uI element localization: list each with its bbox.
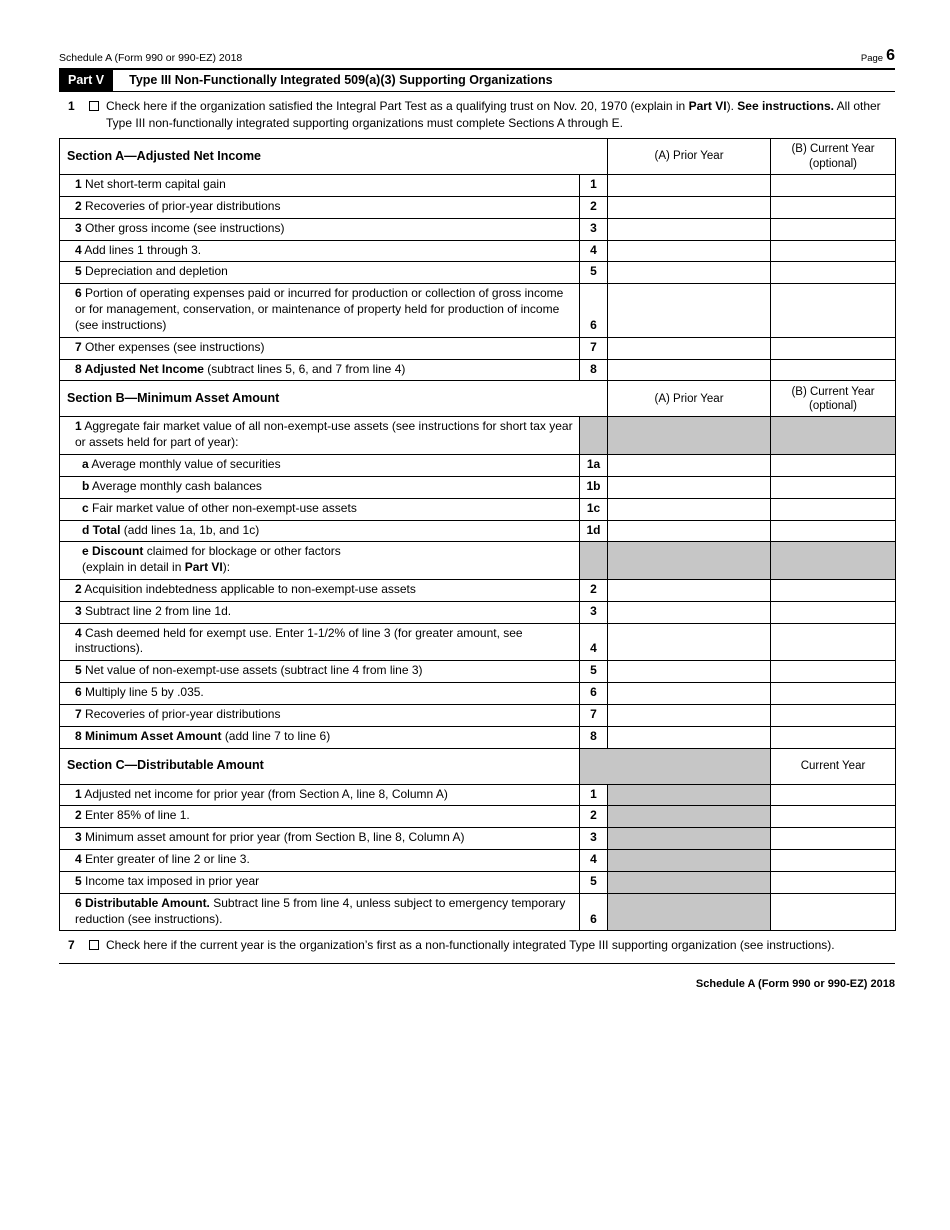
line-number: 7 <box>580 337 608 359</box>
table-row <box>60 417 896 455</box>
line-number: 8 <box>580 359 608 381</box>
current-year-cell[interactable] <box>771 704 896 726</box>
line-number: 2 <box>580 806 608 828</box>
section-b-col-b-header: (B) Current Year (optional) <box>771 381 896 417</box>
section-c-title: Section C—Distributable Amount <box>60 748 580 784</box>
shaded-cell <box>771 542 896 580</box>
prior-year-cell[interactable] <box>608 476 771 498</box>
current-year-cell[interactable] <box>771 262 896 284</box>
prior-year-cell[interactable] <box>608 623 771 661</box>
line-number: 4 <box>580 850 608 872</box>
line-number: 6 <box>580 893 608 931</box>
prior-year-cell[interactable] <box>608 683 771 705</box>
row-label: 5 Depreciation and depletion <box>60 262 580 284</box>
current-year-cell[interactable] <box>771 455 896 477</box>
section-b-col-a-header: (A) Prior Year <box>608 381 771 417</box>
row-label: 1 Net short-term capital gain <box>60 175 580 197</box>
prior-year-cell[interactable] <box>608 726 771 748</box>
current-year-cell[interactable] <box>771 284 896 337</box>
prior-year-cell[interactable] <box>608 520 771 542</box>
row-label: 7 Other expenses (see instructions) <box>60 337 580 359</box>
line-number: 8 <box>580 726 608 748</box>
first-year-checkbox[interactable] <box>89 940 99 950</box>
table-row <box>60 806 896 828</box>
shaded-cell <box>608 417 771 455</box>
table-row <box>60 218 896 240</box>
current-year-cell[interactable] <box>771 520 896 542</box>
table-row <box>60 828 896 850</box>
shaded-cell <box>608 850 771 872</box>
line-number: 1 <box>580 175 608 197</box>
section-b-header-row <box>60 381 896 417</box>
row-label: c Fair market value of other non-exempt-use assets <box>60 498 580 520</box>
line-7-first-year <box>59 931 895 964</box>
section-a-col-a-header: (A) Prior Year <box>608 139 771 175</box>
form-id: Schedule A (Form 990 or 990-EZ) 2018 <box>59 52 243 64</box>
line-1-seg3: All other Type III non-functionally integrated supporting organizations must complete Sections A through E. <box>106 99 881 130</box>
prior-year-cell[interactable] <box>608 175 771 197</box>
prior-year-cell[interactable] <box>608 601 771 623</box>
row-label: 8 Minimum Asset Amount (add line 7 to line 6) <box>60 726 580 748</box>
section-a-title: Section A—Adjusted Net Income <box>60 139 608 175</box>
row-label: 5 Income tax imposed in prior year <box>60 871 580 893</box>
table-row <box>60 784 896 806</box>
line-1-part-vi: Part VI <box>688 99 727 113</box>
table-row <box>60 240 896 262</box>
prior-year-cell[interactable] <box>608 359 771 381</box>
table-row <box>60 871 896 893</box>
current-year-cell[interactable] <box>771 601 896 623</box>
line-7-text: Check here if the current year is the organization’s first as a non-functionally integrated Type III supporting organization (see instructions). <box>106 938 835 953</box>
table-row <box>60 284 896 337</box>
row-label: 4 Cash deemed held for exempt use. Enter 1-1/2% of line 3 (for greater amount, see instructions). <box>60 623 580 661</box>
part-v-header <box>59 68 895 92</box>
row-label: a Average monthly value of securities <box>60 455 580 477</box>
section-a-header-row <box>60 139 896 175</box>
row-label: 2 Enter 85% of line 1. <box>60 806 580 828</box>
page-indicator <box>861 48 895 64</box>
row-label: 7 Recoveries of prior-year distributions <box>60 704 580 726</box>
current-year-cell[interactable] <box>771 784 896 806</box>
line-number: 1d <box>580 520 608 542</box>
prior-year-cell[interactable] <box>608 455 771 477</box>
prior-year-cell[interactable] <box>608 498 771 520</box>
row-label: 2 Acquisition indebtedness applicable to non-exempt-use assets <box>60 580 580 602</box>
prior-year-cell[interactable] <box>608 580 771 602</box>
line-number: 7 <box>580 704 608 726</box>
integral-part-test-checkbox[interactable] <box>89 101 99 111</box>
line-number: 5 <box>580 262 608 284</box>
page-label: Page <box>860 53 884 64</box>
part-v-badge: Part V <box>59 70 113 91</box>
row-label: d Total (add lines 1a, 1b, and 1c) <box>60 520 580 542</box>
current-year-cell[interactable] <box>771 196 896 218</box>
table-row <box>60 542 896 580</box>
current-year-cell[interactable] <box>771 850 896 872</box>
table-row <box>60 175 896 197</box>
table-row <box>60 359 896 381</box>
row-label: 5 Net value of non-exempt-use assets (subtract line 4 from line 3) <box>60 661 580 683</box>
current-year-cell[interactable] <box>771 806 896 828</box>
current-year-cell[interactable] <box>771 359 896 381</box>
prior-year-cell[interactable] <box>608 262 771 284</box>
row-label: 6 Distributable Amount. Subtract line 5 from line 4, unless subject to emergency temporary reduction (see instructions). <box>60 893 580 931</box>
table-row <box>60 850 896 872</box>
line-number: 1 <box>580 784 608 806</box>
table-row <box>60 893 896 931</box>
line-number: 3 <box>580 218 608 240</box>
shaded-cell <box>771 417 896 455</box>
line-number: 4 <box>580 240 608 262</box>
prior-year-cell[interactable] <box>608 284 771 337</box>
line-number: 1b <box>580 476 608 498</box>
table-row <box>60 262 896 284</box>
line-1-see-instructions: See instructions. <box>737 99 834 113</box>
prior-year-cell[interactable] <box>608 337 771 359</box>
shaded-cell <box>608 828 771 850</box>
row-label: 3 Minimum asset amount for prior year (from Section B, line 8, Column A) <box>60 828 580 850</box>
page-header <box>59 48 895 64</box>
section-a-col-b-header: (B) Current Year (optional) <box>771 139 896 175</box>
prior-year-cell[interactable] <box>608 661 771 683</box>
current-year-cell[interactable] <box>771 240 896 262</box>
row-label: 3 Subtract line 2 from line 1d. <box>60 601 580 623</box>
table-row <box>60 520 896 542</box>
line-number: 2 <box>580 196 608 218</box>
prior-year-cell[interactable] <box>608 704 771 726</box>
row-label: 6 Portion of operating expenses paid or incurred for production or collection of gross income or for management, conservation, or maintenance of property held for production of income (see instructions) <box>60 284 580 337</box>
current-year-cell[interactable] <box>771 337 896 359</box>
shaded-cell <box>580 417 608 455</box>
line-number: 4 <box>580 623 608 661</box>
line-1-seg1: Check here if the organization satisfied the Integral Part Test as a qualifying trust on Nov. 20, 1970 (explain in <box>106 99 686 113</box>
line-1-integral-part-test <box>59 92 895 138</box>
shaded-cell <box>580 542 608 580</box>
line-number: 6 <box>580 683 608 705</box>
row-label: 1 Adjusted net income for prior year (from Section A, line 8, Column A) <box>60 784 580 806</box>
current-year-cell[interactable] <box>771 893 896 931</box>
row-label: 4 Enter greater of line 2 or line 3. <box>60 850 580 872</box>
row-label: 6 Multiply line 5 by .035. <box>60 683 580 705</box>
part-v-title: Type III Non-Functionally Integrated 509(a)(3) Supporting Organizations <box>129 73 553 87</box>
table-row <box>60 476 896 498</box>
line-number: 1c <box>580 498 608 520</box>
current-year-cell[interactable] <box>771 218 896 240</box>
table-row <box>60 661 896 683</box>
current-year-cell[interactable] <box>771 661 896 683</box>
form-content <box>59 48 895 990</box>
row-label: 4 Add lines 1 through 3. <box>60 240 580 262</box>
current-year-cell[interactable] <box>771 683 896 705</box>
table-row <box>60 683 896 705</box>
row-label: e Discount claimed for blockage or other factors (explain in detail in Part VI): <box>60 542 580 580</box>
shaded-cell <box>608 542 771 580</box>
current-year-cell[interactable] <box>771 498 896 520</box>
section-c-col-b-header: Current Year <box>771 748 896 784</box>
current-year-cell[interactable] <box>771 726 896 748</box>
current-year-cell[interactable] <box>771 623 896 661</box>
line-number: 2 <box>580 580 608 602</box>
current-year-cell[interactable] <box>771 580 896 602</box>
current-year-cell[interactable] <box>771 871 896 893</box>
shaded-cell <box>608 871 771 893</box>
line-1-text <box>106 98 895 131</box>
current-year-cell[interactable] <box>771 476 896 498</box>
page-footer: Schedule A (Form 990 or 990-EZ) 2018 <box>695 977 895 990</box>
page-number: 6 <box>886 47 895 64</box>
row-label: b Average monthly cash balances <box>60 476 580 498</box>
line-number: 3 <box>580 601 608 623</box>
section-c-header-row <box>60 748 896 784</box>
current-year-cell[interactable] <box>771 828 896 850</box>
table-row <box>60 704 896 726</box>
line-number: 1a <box>580 455 608 477</box>
prior-year-cell[interactable] <box>608 240 771 262</box>
row-label: 3 Other gross income (see instructions) <box>60 218 580 240</box>
row-label: 2 Recoveries of prior-year distributions <box>60 196 580 218</box>
table-row <box>60 726 896 748</box>
table-row <box>60 580 896 602</box>
line-number: 5 <box>580 661 608 683</box>
prior-year-cell[interactable] <box>608 218 771 240</box>
table-row <box>60 601 896 623</box>
shaded-cell <box>608 784 771 806</box>
shaded-cell <box>580 748 771 784</box>
table-row <box>60 498 896 520</box>
line-number: 3 <box>580 828 608 850</box>
part-v-table <box>59 138 896 931</box>
line-1-number: 1 <box>68 99 75 113</box>
prior-year-cell[interactable] <box>608 196 771 218</box>
table-row <box>60 455 896 477</box>
line-number: 5 <box>580 871 608 893</box>
table-row <box>60 623 896 661</box>
section-b-title: Section B—Minimum Asset Amount <box>60 381 608 417</box>
line-number: 6 <box>580 284 608 337</box>
row-label: 1 Aggregate fair market value of all non-exempt-use assets (see instructions for short tax year or assets held for part of year): <box>60 417 580 455</box>
table-row <box>60 196 896 218</box>
table-row <box>60 337 896 359</box>
shaded-cell <box>608 893 771 931</box>
shaded-cell <box>608 806 771 828</box>
line-1-seg2: ). <box>726 99 734 113</box>
line-7-number: 7 <box>68 938 75 953</box>
current-year-cell[interactable] <box>771 175 896 197</box>
row-label: 8 Adjusted Net Income (subtract lines 5, 6, and 7 from line 4) <box>60 359 580 381</box>
